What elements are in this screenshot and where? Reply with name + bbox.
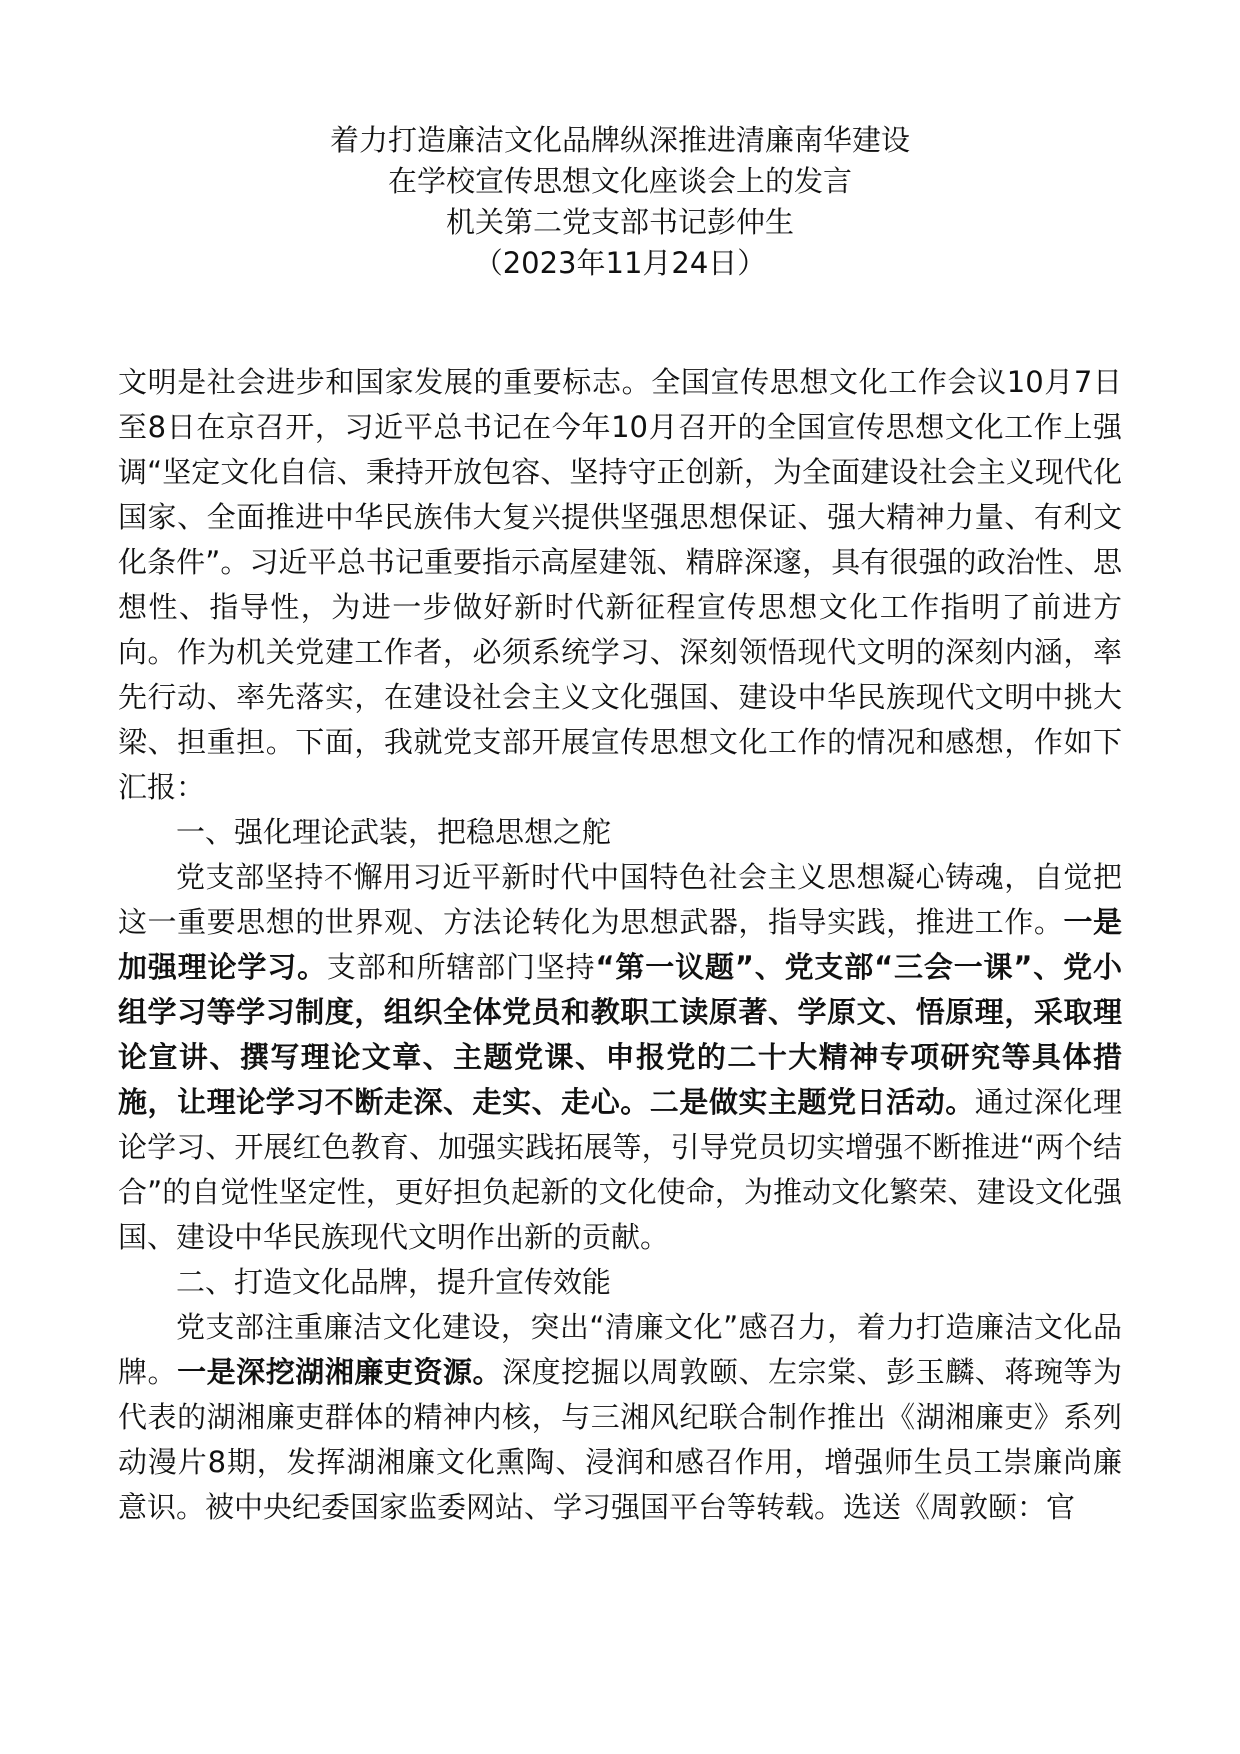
document-subtitle: 在学校宣传思想文化座谈会上的发言	[387, 164, 852, 198]
document-title: 着力打造廉洁文化品牌纵深推进清廉南华建设	[329, 123, 910, 157]
intro-paragraph: 文明是社会进步和国家发展的重要标志。全国宣传思想文化工作会议10月7日至8日在京召开，习近平总书记在今年10月召开的全国宣传思想文化工作上强调“坚定文化自信、秉持开放包容、坚持守正创新，为全面建设社会主义现代化国家、全面推进中华民族伟大复兴提供坚强思想保证、强大精神力量、有利文化条件”。习近平总书记重要指示高屋建瓴、精辟深邃，具有很强的政治性、思想性、指导性，为进一步做好新时代新征程宣传思想文化工作指明了前进方向。作为机关党建工作者，必须系统学习、深刻领悟现代文明的深刻内涵，率先行动、率先落实，在建设社会主义文化强国、建设中华民族现代文明中挑大梁、担重担。下面，我就党支部开展宣传思想文化工作的情况和感想，作如下汇报：	[118, 365, 1122, 804]
section1-text-3: 通过深化理论学习、开展红色教育、加强实践拓展等，引导党员切实增强不断推进“两个结合”的自觉性坚定性，更好担负起新的文化使命，为推动文化繁荣、建设文化强国、建设中华民族现代文明作出新的贡献。	[118, 1085, 1122, 1254]
section1-bold-1: 一是加强理论学习。	[118, 905, 1122, 984]
section2-paragraph	[118, 1305, 1122, 1530]
section2-text-2: 深度挖掘以周敦颐、左宗棠、彭玉麟、蒋琬等为代表的湖湘廉吏群体的精神内核，与三湘风纪联合制作推出《湖湘廉吏》系列动漫片8期，发挥湖湘廉文化熏陶、浸润和感召作用，增强师生员工崇廉尚廉意识。被中央纪委国家监委网站、学习强国平台等转载。选送《周敦颐：官	[118, 1355, 1122, 1524]
document-body	[118, 360, 1122, 1530]
section1-heading: 一、强化理论武装，把稳思想之舵	[176, 815, 612, 849]
section1-paragraph	[118, 855, 1122, 1260]
section1-text-1: 党支部坚持不懈用习近平新时代中国特色社会主义思想凝心铸魂，自觉把这一重要思想的世界观、方法论转化为思想武器，指导实践，推进工作。	[118, 860, 1122, 939]
title-block	[118, 120, 1122, 284]
section1-bold-2: “第一议题”、党支部“三会一课”、党小组学习等学习制度，组织全体党员和教职工读原著、学原文、悟原理，采取理论宣讲、撰写理论文章、主题党课、申报党的二十大精神专项研究等具体措施，让理论学习不断走深、走实、走心。二是做实主题党日活动。	[118, 950, 1122, 1119]
section1-text-2: 支部和所辖部门坚持	[326, 950, 596, 984]
section2-text-1: 党支部注重廉洁文化建设，突出“清廉文化”感召力，着力打造廉洁文化品牌。	[118, 1310, 1122, 1389]
section2-heading: 二、打造文化品牌，提升宣传效能	[176, 1265, 612, 1299]
speaker-line: 机关第二党支部书记彭仲生	[445, 205, 794, 239]
section2-bold-1: 一是深挖湖湘廉吏资源。	[177, 1355, 503, 1389]
document-date: （2023年11月24日）	[473, 246, 767, 280]
